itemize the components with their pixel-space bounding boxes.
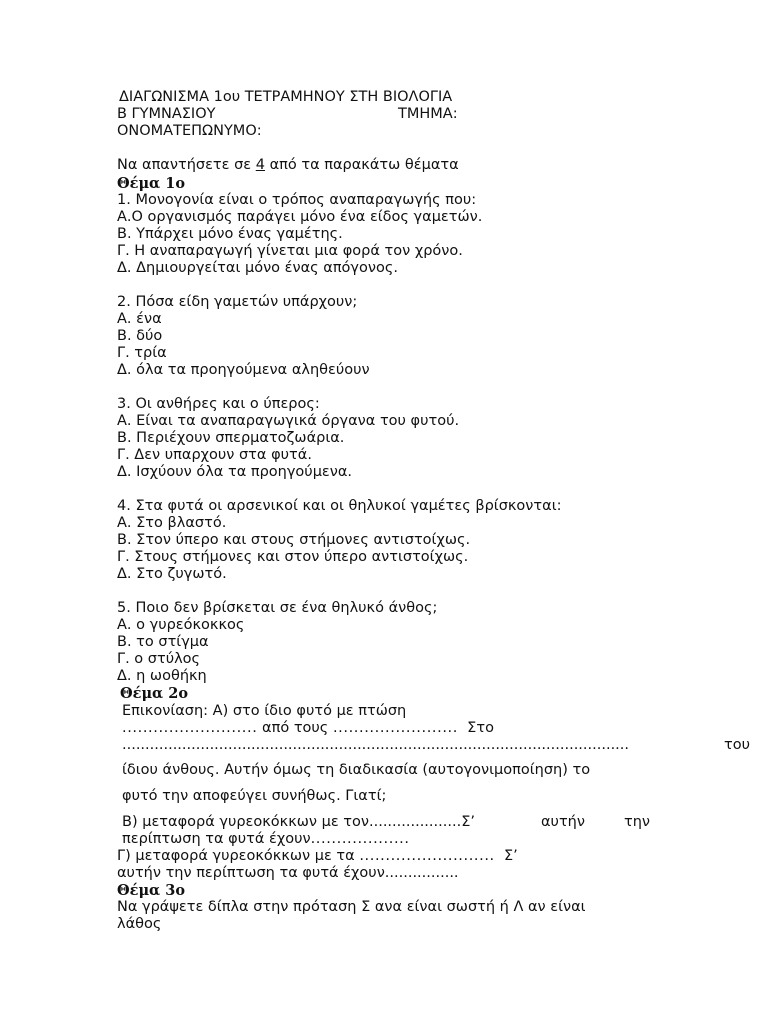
class-label: Β ΓΥΜΝΑΣΙΟΥ	[117, 106, 216, 122]
question-5-option-b: Β. το στίγμα	[117, 634, 209, 650]
blank-line: ..........................	[122, 720, 258, 736]
question-1-option-d: Δ. Δημιουργείται μόνο ένας απόγονος.	[117, 260, 398, 276]
instructions	[117, 157, 459, 174]
question-3-option-d: Δ. Ισχύουν όλα τα προηγούμενα.	[117, 464, 353, 480]
theme-2-line-9-a: αυτήν την περίπτωση τα φυτά έχουν	[117, 865, 385, 881]
question-5-option-d: Δ. η ωοθήκη	[117, 668, 207, 684]
section-label: ΤΜΗΜΑ:	[398, 106, 458, 122]
question-4-option-b: Β. Στον ύπερο και στους στήμονες αντιστοίχως.	[117, 532, 471, 548]
question-3-option-b: Β. Περιέχουν σπερματοζωάρια.	[117, 430, 345, 446]
theme-2-line-2-end: Στο	[457, 720, 494, 736]
blank-line: ................	[384, 865, 459, 881]
question-2-option-b: Β. δύο	[117, 328, 163, 344]
instructions-before: Να απαντήσετε σε	[117, 157, 256, 173]
blank-line: ........................	[332, 720, 458, 736]
blank-line: ....................	[369, 814, 462, 830]
question-5: 5. Ποιο δεν βρίσκεται σε ένα θηλυκό άνθος;	[117, 600, 438, 616]
question-3-option-c: Γ. Δεν υπαρχουν στα φυτά.	[117, 447, 312, 463]
theme-2-heading: Θέμα 2ο	[120, 685, 189, 702]
question-3-option-a: Α. Είναι τα αναπαραγωγικά όργανα του φυτού.	[117, 413, 460, 429]
question-4-option-d: Δ. Στο ζυγωτό.	[117, 566, 227, 582]
instructions-number: 4	[255, 157, 265, 173]
theme-2-line-7	[122, 831, 410, 848]
question-2-option-d: Δ. όλα τα προηγούμενα αληθεύουν	[117, 362, 370, 378]
theme-2-line-8-a: Γ) μεταφορά γυρεοκόκκων με τα	[117, 848, 360, 864]
theme-3-line-2: λάθος	[117, 916, 162, 932]
blank-line: ..............................................................................................................	[122, 737, 630, 753]
name-label: ΟΝΟΜΑΤΕΠΩΝΥΜΟ:	[117, 123, 262, 139]
theme-2-line-6	[122, 814, 475, 831]
theme-2-line-2-mid: από τους	[257, 720, 333, 736]
blank-line: ..........................	[359, 848, 495, 864]
question-2: 2. Πόσα είδη γαμετών υπάρχουν;	[117, 294, 358, 310]
question-4: 4. Στα φυτά οι αρσενικοί και οι θηλυκοί γαμέτες βρίσκονται:	[117, 498, 562, 514]
theme-2-line-5: φυτό την αποφεύγει συνήθως. Γιατί;	[122, 788, 387, 804]
question-1-option-c: Γ. Η αναπαραγωγή γίνεται μια φορά τον χρόνο.	[117, 243, 463, 259]
blank-line: ...................	[310, 831, 410, 847]
theme-1-heading: Θέμα 1ο	[117, 175, 186, 192]
theme-2-line-7-a: περίπτωση τα φυτά έχουν	[122, 831, 311, 847]
question-4-option-c: Γ. Στους στήμονες και στον ύπερο αντιστοίχως.	[117, 549, 469, 565]
question-2-option-a: Α. ένα	[117, 311, 162, 327]
theme-2-line-9	[117, 865, 459, 882]
theme-2-line-1: Επικονίαση: Α) στο ίδιο φυτό με πτώση	[122, 703, 407, 719]
question-1-option-b: Β. Υπάρχει μόνο ένας γαμέτης.	[117, 226, 343, 242]
question-4-option-a: Α. Στο βλαστό.	[117, 515, 227, 531]
theme-2-line-8	[117, 848, 518, 865]
theme-2-line-2	[122, 720, 494, 737]
theme-2-line-6-c: αυτήν	[541, 814, 585, 830]
question-5-option-a: Α. ο γυρεόκοκκος	[117, 617, 245, 633]
question-5-option-c: Γ. ο στύλος	[117, 651, 201, 667]
instructions-after: από τα παρακάτω θέματα	[264, 157, 459, 173]
question-2-option-c: Γ. τρία	[117, 345, 167, 361]
theme-2-line-6-a: Β) μεταφορά γυρεοκόκκων με τον	[122, 814, 369, 830]
theme-2-line-3-end: του	[724, 737, 750, 753]
question-1-option-a: Α.Ο οργανισμός παράγει μόνο ένα είδος γαμετών.	[117, 209, 483, 225]
theme-3-line-1: Να γράψετε δίπλα στην πρόταση Σ ανα είναι σωστή ή Λ αν είναι	[117, 899, 586, 915]
question-3: 3. Οι ανθήρες και ο ύπερος:	[117, 396, 320, 412]
theme-2-line-6-b: Σ’	[461, 814, 475, 830]
theme-2-line-8-b: Σ’	[494, 848, 518, 864]
theme-2-line-3	[122, 737, 629, 754]
theme-2-line-6-d: την	[624, 814, 651, 830]
exam-title: ΔΙΑΓΩΝΙΣΜΑ 1ου ΤΕΤΡΑΜΗΝΟΥ ΣΤΗ ΒΙΟΛΟΓΙΑ	[119, 89, 453, 105]
theme-3-heading: Θέμα 3ο	[117, 882, 186, 899]
theme-2-line-4: ίδιου άνθους. Αυτήν όμως τη διαδικασία (αυτογονιμοποίηση) το	[122, 762, 591, 778]
question-1: 1. Μονογονία είναι ο τρόπος αναπαραγωγής που:	[117, 192, 477, 208]
